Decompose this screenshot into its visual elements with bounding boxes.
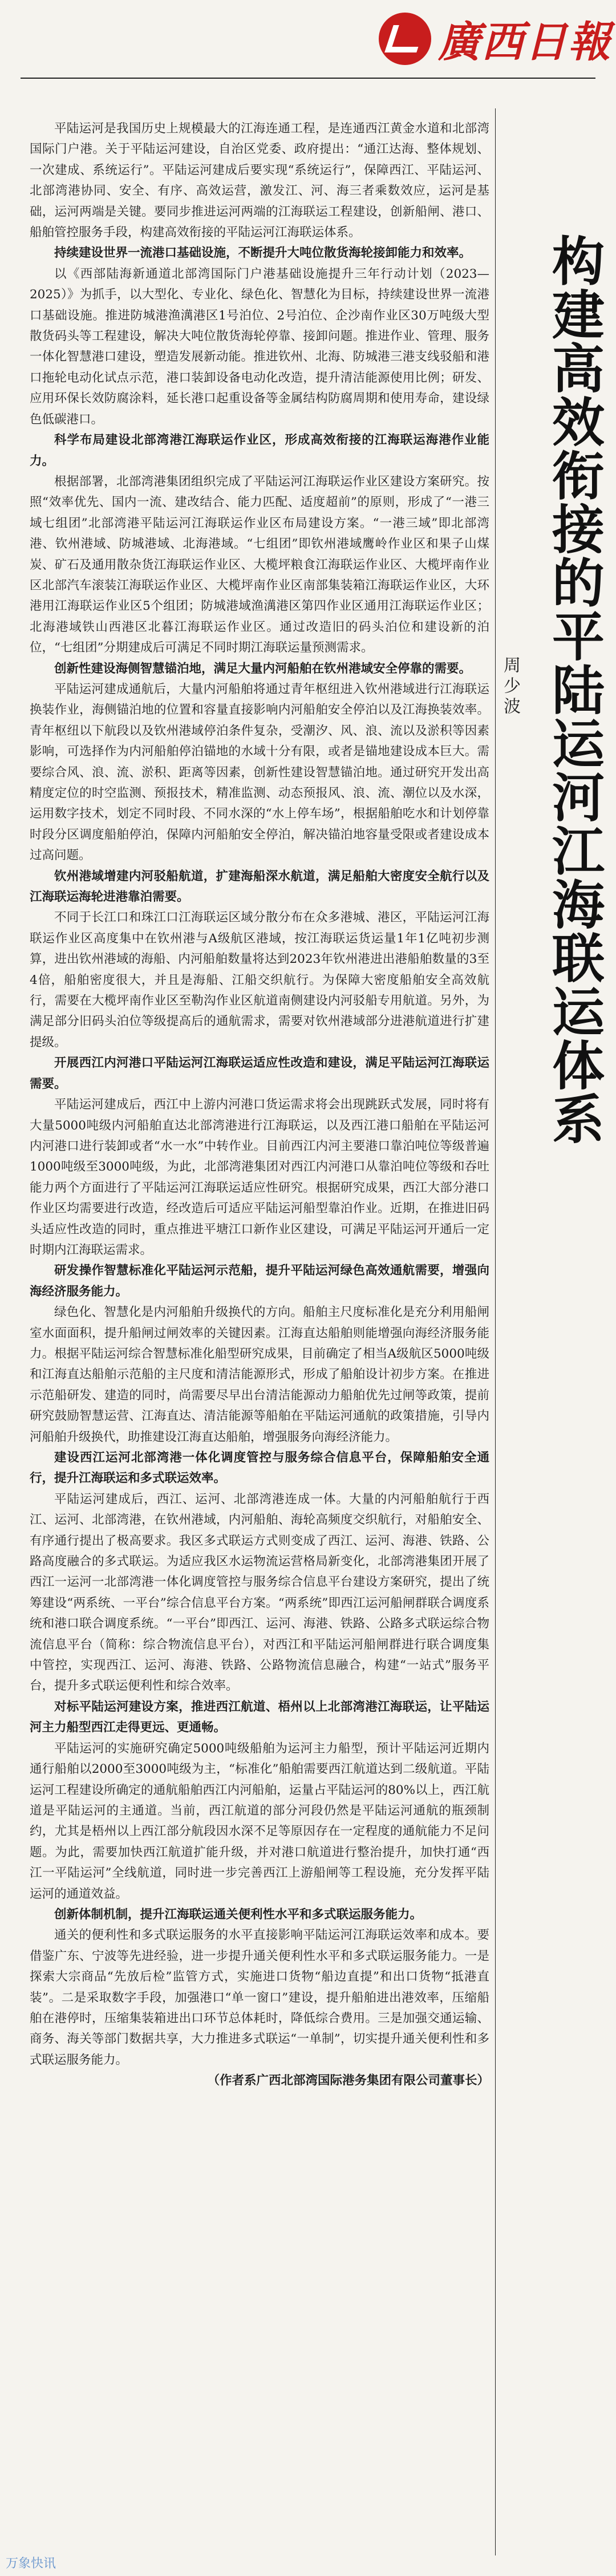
- section-heading: 科学布局建设北部湾港江海联运作业区，形成高效衔接的江海联运海港作业能力。: [30, 433, 489, 468]
- paragraph: 以《西部陆海新通道北部湾国际门户港基础设施提升三年行动计划（2023—2025）》为抓手，以大型化、专业化、绿色化、智慧化为目标，持续建设世界一流港口基础设施。推进防城港渔澫港区1号泊位、2号泊位、企沙南作业区30万吨级大型散货码头等工程建设，解决大吨位散货海轮停靠、接卸问题。推进作业、管理、服务一体化智慧港口建设，塑造发展新动能。推进钦州、北海、防城港三港支线驳船和港口拖轮电动化试点示范，港口装卸设备电动化改造，提升清洁能源使用比例；研发、应用环保长效防腐涂料，延长港口起重设备等金属结构防腐周期和使用寿命，建设绿色低碳港口。: [30, 266, 489, 427]
- top-rule: [21, 78, 595, 79]
- section-heading: 对标平陆运河建设方案，推进西江航道、梧州以上北部湾港江海联运，让平陆运河主力船型西江走得更远、更通畅。: [30, 1699, 489, 1735]
- watermark: 万象快讯: [6, 2557, 56, 2571]
- paragraph: 绿色化、智慧化是内河船舶升级换代的方向。船舶主尺度标准化是充分利用船闸室水面面积，提升船闸过闸效率的关键因素。江海直达船舶则能增强向海经济服务能力。根据平陆运河综合智慧标准化船型研究成果，目前确定了相当A级航区5000吨级和江海直达船舶示范船的主尺度和清洁能源形式，形成了船舶设计初步方案。在推进示范船研发、建造的同时，尚需要尽早出台清洁能源动力船舶优先过闸等政策，提前研究鼓励智慧运营、江海直达、清洁能源等船舶在平陆运河通航的政策措施，引导内河船舶升级换代，助推建设江海直达船舶，增强服务向海经济能力。: [30, 1305, 489, 1444]
- paragraph: 平陆运河建成通航后，大量内河船舶将通过青年枢纽进入钦州港域进行江海联运换装作业，海侧锚泊地的位置和容量直接影响内河船舶安全停泊以及江海换装效率。青年枢纽以下航段以及钦州港域停泊条件复杂，受潮汐、风、浪、流以及淤积等因素影响，可选择作为内河船舶停泊锚地的水域十分有限，或者是锚地建设成本巨大。需要综合风、浪、流、淤积、距离等因素，创新性建设智慧锚泊地。通过研究开发出高精度定位的时空监测、预报技术，精准监测、动态预报风、浪、流、潮位以及水深，运用数字技术，划定不同时段、不同水深的“水上停车场”，根据船舶吃水和计划停靠时段分区调度船舶停泊，保障内河船舶安全停泊，解决锚泊地容量受限或者建设成本过高问题。: [30, 682, 489, 863]
- paragraph: 平陆运河是我国历史上规模最大的江海连通工程，是连通西江黄金水道和北部湾国际门户港。关于平陆运河建设，自治区党委、政府提出：“通江达海、整体规划、一次建成、系统运行”。平陆运河建成后要实现“系统运行”，保障西江、平陆运河、北部湾港协同、安全、有序、高效运营，激发江、河、海三者乘数效应，运河是基础，运河两端是关键。要同步推进运河两端的江海联运工程建设，创新船闸、港口、船舶管控服务手段，构建高效衔接的平陆运河江海联运体系。: [30, 121, 489, 240]
- article-title: 构建高效衔接的平陆运河江海联运体系: [544, 234, 605, 1145]
- column-divider: [495, 108, 496, 2555]
- masthead: [379, 5, 611, 73]
- section-heading: 研发操作智慧标准化平陆运河示范船，提升平陆运河绿色高效通航需要，增强向海经济服务能力。: [30, 1263, 489, 1299]
- article-body: [30, 119, 489, 2543]
- paragraph: 平陆运河建成后，西江中上游内河港口货运需求将会出现跳跃式发展，同时将有大量5000吨级内河船舶直达北部湾港进行江海联运，以及西江港口船舶在平陆运河内河港口进行装卸或者“水一水”中转作业。目前西江内河主要港口靠泊吨位等级普遍1000吨级至3000吨级，为此，北部湾港集团对西江内河港口从靠泊吨位等级和吞吐能力两个方面进行了平陆运河江海联运适应性研究。根据研究成果，西江大部分港口作业区均需要进行改造，经改造后可适应平陆运河船型靠泊作业。近期，在推进旧码头适应性改造的同时，重点推进平塘江口新作业区建设，可满足平陆运河开通后一定时期内江海联运需求。: [30, 1097, 489, 1257]
- article-author: 周少波: [500, 656, 520, 718]
- paragraph: 通关的便利性和多式联运服务的水平直接影响平陆运河江海联运效率和成本。要借鉴广东、宁波等先进经验，进一步提升通关便利性水平和多式联运服务能力。一是探索大宗商品“先放后检”监管方式，实施进口货物“船边直提”和出口货物“抵港直装”。二是采取数字手段，加强港口“单一窗口”建设，提升船舶进出港效率，压缩船舶在港停时，压缩集装箱进出口环节总体耗时，降低综合费用。三是加强交通运输、商务、海关等部门数据共享，大力推进多式联运“一单制”，切实提升通关便利性和多式联运服务能力。: [30, 1928, 489, 2067]
- author-byline: （作者系广西北部湾国际港务集团有限公司董事长）: [207, 2073, 489, 2088]
- section-heading: 钦州港域增建内河驳船航道，扩建海船深水航道，满足船舶大密度安全航行以及江海联运海轮进港靠泊需要。: [30, 869, 489, 905]
- paragraph: 平陆运河的实施研究确定5000吨级船舶为运河主力船型，预计平陆运河近期内通行船舶以2000至3000吨级为主，“标准化”船舶需要西江航道达到二级航道。平陆运河工程建设所确定的通航船舶西江内河船舶，运量占平陆运河的80%以上，西江航道是平陆运河的主通道。当前，西江航道的部分河段仍然是平陆运河通航的瓶颈制约，尤其是梧州以上西江部分航段因水深不足等原因存在一定程度的通航能力不足问题。为此，需要加快西江航道扩能升级，并对港口航道进行整治提升，加快打通“西江一平陆运河”全线航道，同时进一步完善西江上游船闸等工程设施，充分发挥平陆运河的通道效益。: [30, 1741, 489, 1901]
- paragraph: 不同于长江口和珠江口江海联运区域分散分布在众多港城、港区，平陆运河江海联运作业区高度集中在钦州港与A级航区港域，按江海联运货运量1年1亿吨初步测算，进出钦州港域的海船、内河船舶数量将达到2023年钦州港进出港船舶数量的3至4倍，船舶密度很大，并且是海船、江船交织航行。为保障大密度船舶安全高效航行，需要在大榄坪南作业区至勒沟作业区航道南侧建设内河驳船专用航道。另外，为满足部分旧码头泊位等级提高后的通航需求，需要对钦州港域部分进港航道进行扩建提级。: [30, 910, 489, 1050]
- newspaper-logo-icon: [379, 13, 431, 65]
- section-heading: 持续建设世界一流港口基础设施，不断提升大吨位散货海轮接卸能力和效率。: [54, 246, 472, 261]
- section-heading: 建设西江运河北部湾港一体化调度管控与服务综合信息平台，保障船舶安全通行，提升江海联运和多式联运效率。: [30, 1451, 489, 1486]
- section-heading: 创新体制机制，提升江海联运通关便利性水平和多式联运服务能力。: [54, 1907, 423, 1922]
- section-heading: 创新性建设海侧智慧锚泊地，满足大量内河船舶在钦州港域安全停靠的需要。: [54, 661, 472, 676]
- paragraph: 根据部署，北部湾港集团组织完成了平陆运河江海联运作业区建设方案研究。按照“效率优先、国内一流、建改结合、能力匹配、适度超前”的原则，形成了“一港三域七组团”北部湾港平陆运河江海联运作业区布局建设方案。“一港三域”即北部湾港、钦州港域、防城港域、北海港域。“七组团”即钦州港域鹰岭作业区和果子山煤炭、矿石及通用散杂货江海联运作业区、大榄坪粮食江海联运作业区、大榄坪南作业区北部汽车滚装江海联运作业区、大榄坪南作业区南部集装箱江海联运作业区，大环港用江海联运作业区5个组团；防城港域渔澫港区第四作业区通用江海联运作业区；北海港域铁山西港区北暮江海联运作业区。通过改造旧的码头泊位和建设新的泊位，“七组团”分期建成后可满足不同时期江海联运量预测需求。: [30, 474, 489, 655]
- section-heading: 开展西江内河港口平陆运河江海联运适应性改造和建设，满足平陆运河江海联运需要。: [30, 1056, 489, 1091]
- paragraph: 平陆运河建成后，西江、运河、北部湾港连成一体。大量的内河船舶航行于西江、运河、北部湾港，在钦州港域，内河船舶、海轮高频度交织航行，对船舶安全、有序通行提出了极高要求。我区多式联运方式则变成了西江、运河、海港、铁路、公路高度融合的多式联运。为适应我区水运物流运营格局新变化，北部湾港集团开展了西江一运河一北部湾港一体化调度管控与服务综合信息平台建设方案研究，提出了统筹建设“两系统、一平台”综合信息平台方案。“两系统”即西江运河船闸群联合调度系统和港口联合调度系统。“一平台”即西江、运河、海港、铁路、公路多式联运综合物流信息平台（简称：综合物流信息平台），对西江和平陆运河船闸群进行联合调度集中管控，实现西江、运河、海港、铁路、公路物流信息融合，构建“一站式”服务平台，提升多式联运便利性和综合效率。: [30, 1492, 489, 1694]
- newspaper-name: 廣西日報: [438, 18, 611, 67]
